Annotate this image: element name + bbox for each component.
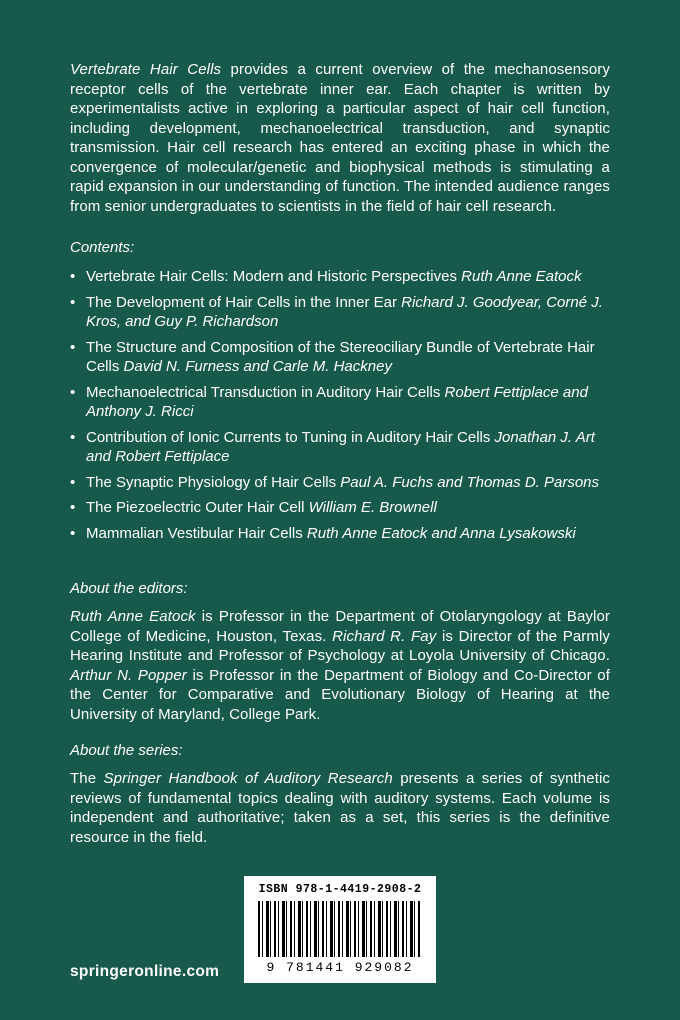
bullet-icon: • <box>70 428 76 446</box>
series-title: Springer Handbook of Auditory Research <box>103 770 393 787</box>
chapter-title: Mechanoelectrical Transduction in Auditory Hair Cells <box>86 383 441 401</box>
contents-item <box>70 383 610 422</box>
publisher-website: springeronline.com <box>70 963 220 980</box>
series-paragraph <box>70 769 610 847</box>
editor-name: Richard R. Fay <box>332 627 437 645</box>
bullet-icon: • <box>70 383 76 401</box>
bullet-icon: • <box>70 338 76 356</box>
editors-text: is Professor in the Department of Biology and Co-Director of the Center for Comparative and Evolutionary Biology of Hearing at the University of Maryland, College Park. <box>70 666 610 723</box>
about-series-heading: About the series: <box>70 742 183 759</box>
editors-text: is Director of the Parmly Hearing Institute and Professor of Psychology at Loyola University of Chicago. <box>70 627 611 664</box>
contents-item <box>70 267 610 287</box>
contents-heading: Contents: <box>70 239 135 256</box>
chapter-title: Mammalian Vestibular Hair Cells <box>86 524 303 542</box>
intro-paragraph <box>70 60 610 216</box>
contents-item <box>70 428 610 467</box>
chapter-authors: David N. Furness and Carle M. Hackney <box>123 358 392 375</box>
chapter-title: Contribution of Ionic Currents to Tuning in Auditory Hair Cells <box>86 428 491 446</box>
series-text: The <box>70 770 104 787</box>
chapter-authors: William E. Brownell <box>308 499 437 516</box>
chapter-title: Vertebrate Hair Cells: Modern and Historic Perspectives <box>86 268 457 285</box>
chapter-title: The Synaptic Physiology of Hair Cells <box>86 473 337 491</box>
barcode-panel <box>244 876 436 983</box>
contents-list <box>70 267 610 543</box>
bullet-icon: • <box>70 499 76 516</box>
isbn-label: ISBN 978-1-4419-2908-2 <box>258 883 422 896</box>
bullet-icon: • <box>70 473 76 491</box>
editor-name: Ruth Anne Eatock <box>70 608 196 625</box>
contents-item <box>70 338 610 377</box>
bullet-icon: • <box>70 268 76 285</box>
back-cover-text-block <box>70 60 610 847</box>
editors-paragraph <box>70 607 610 724</box>
editor-name: Arthur N. Popper <box>70 666 187 684</box>
chapter-authors: Paul A. Fuchs and Thomas D. Parsons <box>340 473 600 491</box>
contents-item <box>70 293 610 332</box>
chapter-title: The Piezoelectric Outer Hair Cell <box>86 499 305 516</box>
contents-item <box>70 524 610 544</box>
contents-item <box>70 473 610 493</box>
series-text: presents a series of synthetic reviews of fundamental topics dealing with auditory systems. Each volume is independent and authoritative; taken as a set, this series is the definitive resource in the field. <box>70 770 610 846</box>
about-editors-heading: About the editors: <box>70 580 188 597</box>
contents-item <box>70 498 610 518</box>
chapter-title: The Development of Hair Cells in the Inner Ear <box>86 293 397 311</box>
chapter-title: The Structure and Composition of the Stereociliary Bundle of Vertebrate Hair Cells <box>86 338 595 375</box>
chapter-authors: Robert Fettiplace and Anthony J. Ricci <box>86 383 588 420</box>
barcode-icon <box>258 901 422 957</box>
chapter-authors: Richard J. Goodyear, Corné J. Kros, and Guy P. Richardson <box>86 293 603 330</box>
chapter-authors: Ruth Anne Eatock and Anna Lysakowski <box>306 524 576 542</box>
bullet-icon: • <box>70 293 76 311</box>
chapter-authors: Jonathan J. Art and Robert Fettiplace <box>86 428 595 465</box>
bullet-icon: • <box>70 524 76 542</box>
chapter-authors: Ruth Anne Eatock <box>461 268 582 285</box>
barcode-digits: 9 781441 929082 <box>266 960 414 975</box>
intro-body: provides a current overview of the mechanosensory receptor cells of the vertebrate inner ear. Each chapter is written by experimentalists active in exploring a particular aspect of hair cell function, including development, mechanoelectrical transduction, and synaptic transmission. Hair cell research has entered an exciting phase in which the convergence of molecular/genetic and biophysical methods is stimulating a rapid expansion in our understanding of function. The intended audience ranges from senior undergraduates to scientists in the field of hair cell research. <box>70 61 610 215</box>
editors-text: is Professor in the Department of Otolaryngology at Baylor College of Medicine, Houston, Texas. <box>70 608 610 645</box>
book-title: Vertebrate Hair Cells <box>70 61 222 78</box>
